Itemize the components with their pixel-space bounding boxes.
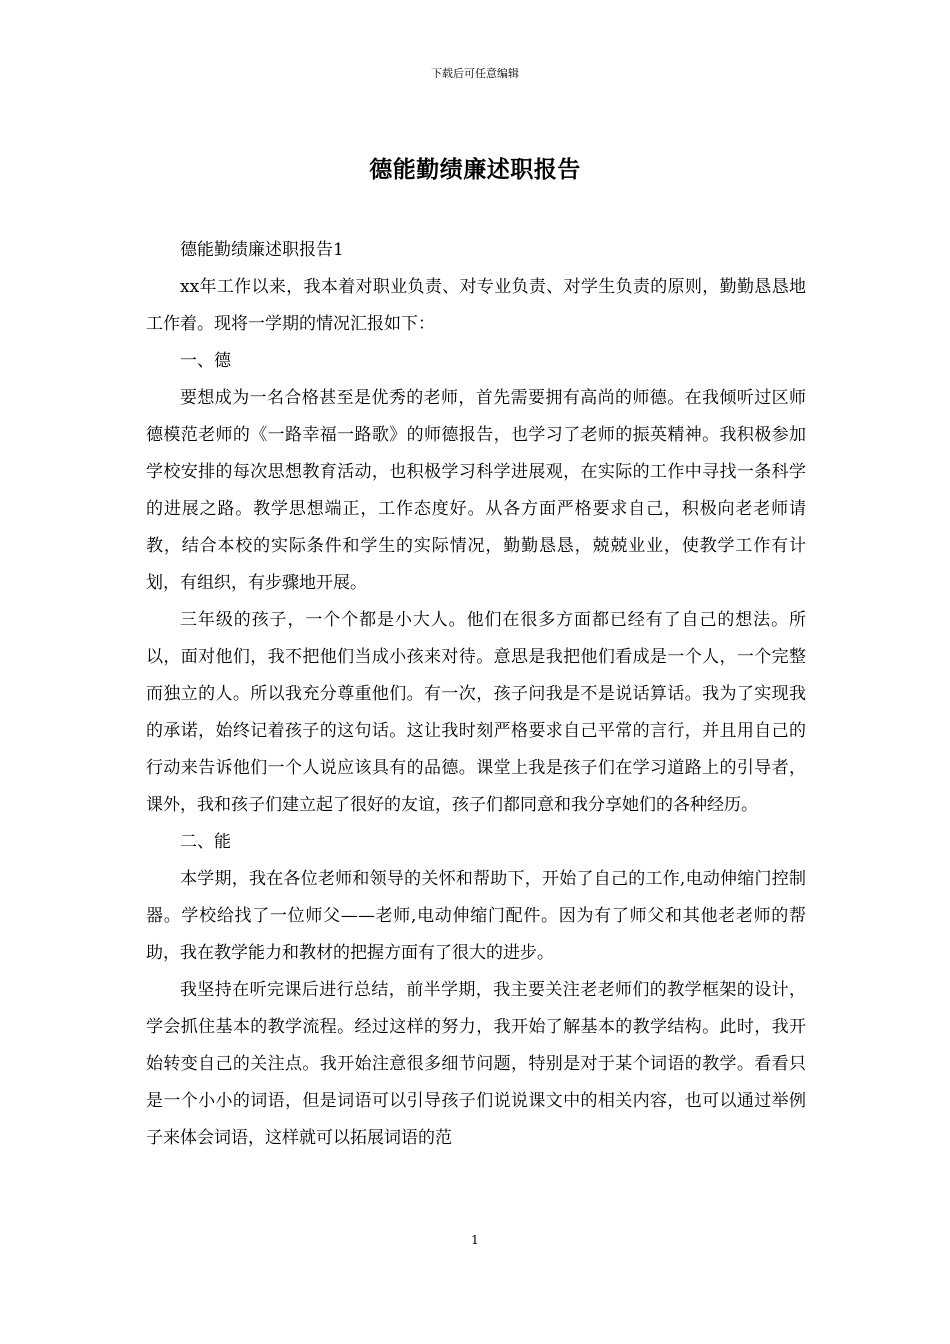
page-number: 1 bbox=[471, 1233, 479, 1247]
paragraph: 要想成为一名合格甚至是优秀的老师，首先需要拥有高尚的师德。在我倾听过区师德模范老师的《一路幸福一路歌》的师德报告，也学习了老师的振英精神。我积极参加学校安排的每次思想教育活动，也积极学习科学进展观，在实际的工作中寻找一条科学的进展之路。教学思想端正，工作态度好。从各方面严格要求自己，积极向老老师请教，结合本校的实际条件和学生的实际情况，勤勤恳恳，兢兢业业，使教学工作有计划，有组织，有步骤地开展。 bbox=[146, 388, 806, 593]
document-body bbox=[146, 232, 806, 1157]
paragraph: 三年级的孩子，一个个都是小大人。他们在很多方面都已经有了自己的想法。所以，面对他们，我不把他们当成小孩来对待。意思是我把他们看成是一个人，一个完整而独立的人。所以我充分尊重他们。有一次，孩子问我是不是说话算话。我为了实现我的承诺，始终记着孩子的这句话。这让我时刻严格要求自己平常的言行，并且用自己的行动来告诉他们一个人说应该具有的品德。课堂上我是孩子们在学习道路上的引导者，课外，我和孩子们建立起了很好的友谊，孩子们都同意和我分享她们的各种经历。 bbox=[146, 610, 806, 815]
header-note: 下载后可任意编辑 bbox=[431, 67, 519, 80]
section-heading: 一、德 bbox=[180, 351, 231, 371]
section-heading: 二、能 bbox=[180, 832, 231, 852]
paragraph: xx年工作以来，我本着对职业负责、对专业负责、对学生负责的原则，勤勤恳恳地工作着。现将一学期的情况汇报如下： bbox=[146, 277, 806, 334]
section-heading: 德能勤绩廉述职报告1 bbox=[180, 240, 344, 260]
document-title: 德能勤绩廉述职报告 bbox=[369, 156, 581, 183]
paragraph: 我坚持在听完课后进行总结，前半学期，我主要关注老老师们的教学框架的设计，学会抓住基本的教学流程。经过这样的努力，我开始了解基本的教学结构。此时，我开始转变自己的关注点。我开始注意很多细节问题，特别是对于某个词语的教学。看看只是一个小小的词语，但是词语可以引导孩子们说说课文中的相关内容，也可以通过举例子来体会词语，这样就可以拓展词语的范 bbox=[146, 980, 806, 1148]
paragraph: 本学期，我在各位老师和领导的关怀和帮助下，开始了自己的工作,电动伸缩门控制器。学校给找了一位师父——老师,电动伸缩门配件。因为有了师父和其他老老师的帮助，我在教学能力和教材的把握方面有了很大的进步。 bbox=[146, 869, 806, 963]
